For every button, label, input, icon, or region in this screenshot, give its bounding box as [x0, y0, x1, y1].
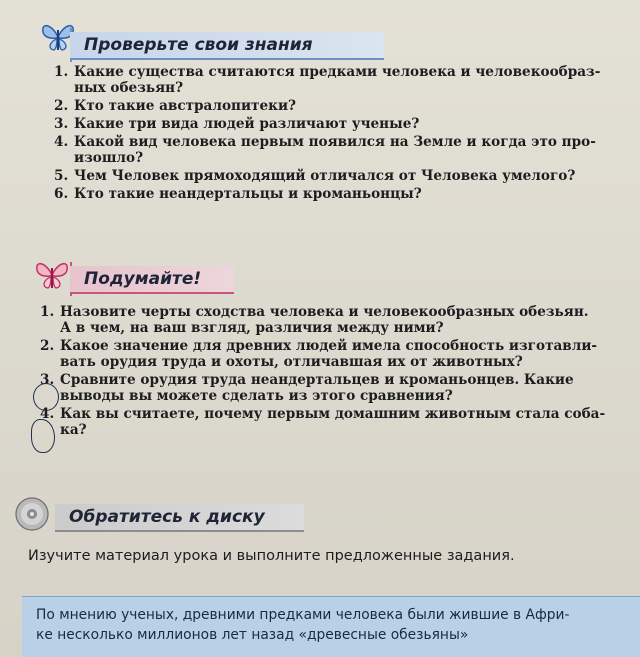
question-text-line: Кто такие австралопитеки? — [74, 98, 296, 114]
question-text-line: Кто такие неандертальцы и кроманьонцы? — [74, 186, 422, 202]
question-text-line: Какие существа считаются предками человека и человекообраз- — [74, 64, 601, 80]
question-number: 3. — [40, 372, 55, 388]
check-knowledge-header — [0, 28, 640, 62]
question-number: 4. — [40, 406, 55, 422]
question-number: 6. — [54, 186, 69, 202]
question-text-line: А в чем, на ваш взгляд, различия между ними? — [60, 320, 444, 336]
question-item — [54, 134, 634, 166]
question-text-line: Какие три вида людей различают ученые? — [74, 116, 420, 132]
question-text-line: Какой вид человека первым появился на Земле и когда это про- — [74, 134, 596, 150]
question-number: 2. — [40, 338, 55, 354]
question-number: 3. — [54, 116, 69, 132]
pen-circle-mark — [31, 419, 55, 453]
info-line: ке несколько миллионов лет назад «древесные обезьяны» — [36, 627, 469, 643]
disk-task-text: Изучите материал урока и выполните предложенные задания. — [28, 548, 515, 564]
question-item — [40, 304, 634, 336]
question-number: 5. — [54, 168, 69, 184]
question-text-line: изошло? — [74, 150, 144, 166]
butterfly-icon — [32, 258, 72, 292]
question-number: 1. — [40, 304, 55, 320]
pen-circle-mark — [33, 383, 59, 411]
section-title: Обратитесь к диску — [55, 504, 304, 532]
info-box — [22, 596, 640, 657]
question-number: 1. — [54, 64, 69, 80]
question-number: 2. — [54, 98, 69, 114]
disk-header — [0, 500, 640, 534]
question-item — [40, 338, 634, 370]
question-item — [54, 116, 634, 132]
question-item — [54, 64, 634, 96]
question-item — [54, 98, 634, 114]
question-item — [54, 168, 634, 184]
check-questions-list — [54, 64, 634, 204]
question-item — [40, 406, 634, 438]
question-text-line: Какое значение для древних людей имела способность изготавли- — [60, 338, 598, 354]
question-item — [54, 186, 634, 202]
think-questions-list — [40, 304, 634, 440]
question-text-line: ка? — [60, 422, 87, 438]
question-item — [40, 372, 634, 404]
question-text-line: Чем Человек прямоходящий отличался от Человека умелого? — [74, 168, 576, 184]
question-text-line: Сравните орудия труда неандертальцев и кроманьонцев. Какие — [60, 372, 574, 388]
question-text-line: Назовите черты сходства человека и человекообразных обезьян. — [60, 304, 589, 320]
section-title: Подумайте! — [70, 266, 234, 294]
info-line: По мнению ученых, древними предками человека были жившие в Афри- — [36, 607, 570, 623]
section-title: Проверьте свои знания — [70, 32, 384, 60]
question-text-line: выводы вы можете сделать из этого сравнения? — [60, 388, 453, 404]
cd-disk-icon — [14, 496, 50, 532]
question-text-line: вать орудия труда и охоты, отличавшая их от животных? — [60, 354, 523, 370]
question-text-line: ных обезьян? — [74, 80, 184, 96]
question-text-line: Как вы считаете, почему первым домашним животным стала соба- — [60, 406, 606, 422]
think-header — [0, 262, 640, 296]
question-number: 4. — [54, 134, 69, 150]
